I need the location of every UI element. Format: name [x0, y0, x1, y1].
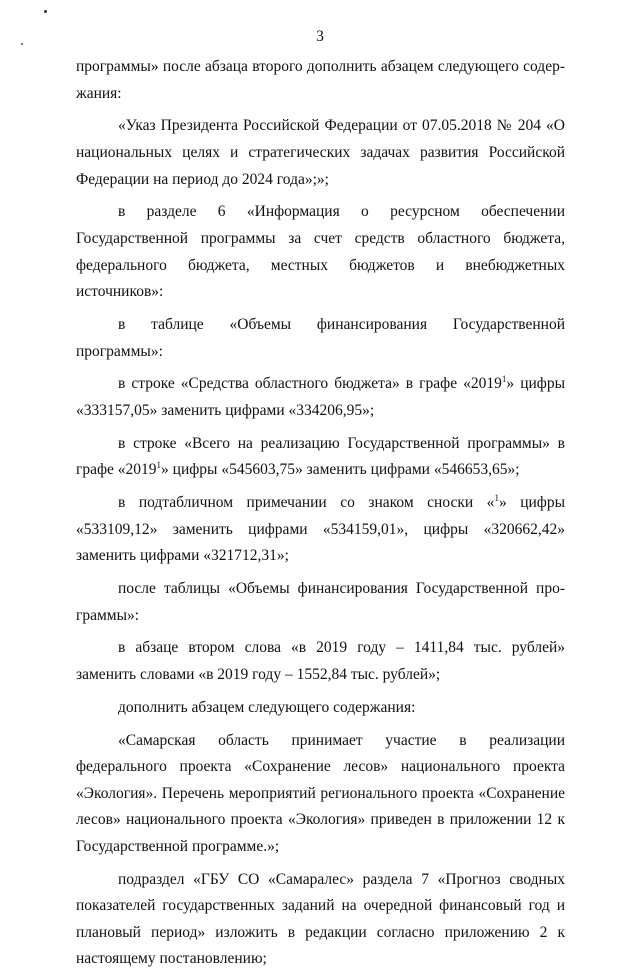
paragraph-text: » цифры «333157,05» заменить цифрами «334206,95»;: [76, 375, 565, 419]
footnote-mark: 1: [501, 374, 507, 385]
paragraph: в разделе 6 «Информация о ресурсном обеспечении Государственной программы за счет средств областного бюджета, федерального бюджета, местных бюджетов и внебюджетных источников»:: [76, 203, 565, 301]
paragraph-text: в строке «Всего на реализацию Государственной программы» в графе «2019: [76, 434, 565, 479]
paragraph: в абзаце втором слова «в 2019 году – 1411,84 тыс. рублей» заменить словами «в 2019 году – 1552,84 тыс. рублей»;: [76, 639, 565, 683]
scan-speck: [44, 10, 47, 13]
paragraph: программы» после абзаца второго дополнить абзацем следующего содержания:: [76, 58, 565, 102]
footnote-mark: 1: [494, 493, 499, 504]
paragraph: «Указ Президента Российской Федерации от 07.05.2018 № 204 «О национальных целях и стратегических задачах развития Российской Федерации на период до 2024 года»;»;: [76, 117, 565, 188]
paragraph-text: » цифры «533109,12» заменить цифрами «534159,01», цифры «320662,42» заменить цифрами «321712,31»;: [76, 494, 565, 565]
footnote-mark: 1: [156, 460, 162, 471]
page-number: 3: [316, 28, 324, 45]
paragraph: [76, 490, 565, 570]
paragraph: дополнить абзацем следующего содержания:: [118, 698, 416, 716]
paragraph: после таблицы «Объемы финансирования Государственной программы»:: [76, 580, 565, 624]
paragraph: «Самарская область принимает участие в реализации федерального проекта «Сохранение лесов» национального проекта «Экология». Перечень мероприятий регионального проекта «Сохранение лесов» национального проекта «Экология» приведен в приложении 12 к Государственной программе.»;: [76, 731, 565, 855]
paragraph-text: в подтабличном примечании со знаком сноски «: [118, 494, 495, 512]
paragraph: [76, 371, 565, 424]
paragraph: [76, 431, 565, 484]
document-body: [76, 54, 565, 973]
paragraph-text: » цифры «545603,75» заменить цифрами «546653,65»;: [161, 461, 520, 479]
paragraph-text: в строке «Средства областного бюджета» в графе «2019: [118, 375, 502, 393]
paragraph: подраздел «ГБУ СО «Самаралес» раздела 7 «Прогноз сводных показателей государственных заданий на очередной финансовый год и плановый период» изложить в редакции согласно приложению 2 к настоящему постановлению;: [76, 870, 565, 968]
paragraph: в таблице «Объемы финансирования Государственной программы»:: [76, 315, 565, 360]
